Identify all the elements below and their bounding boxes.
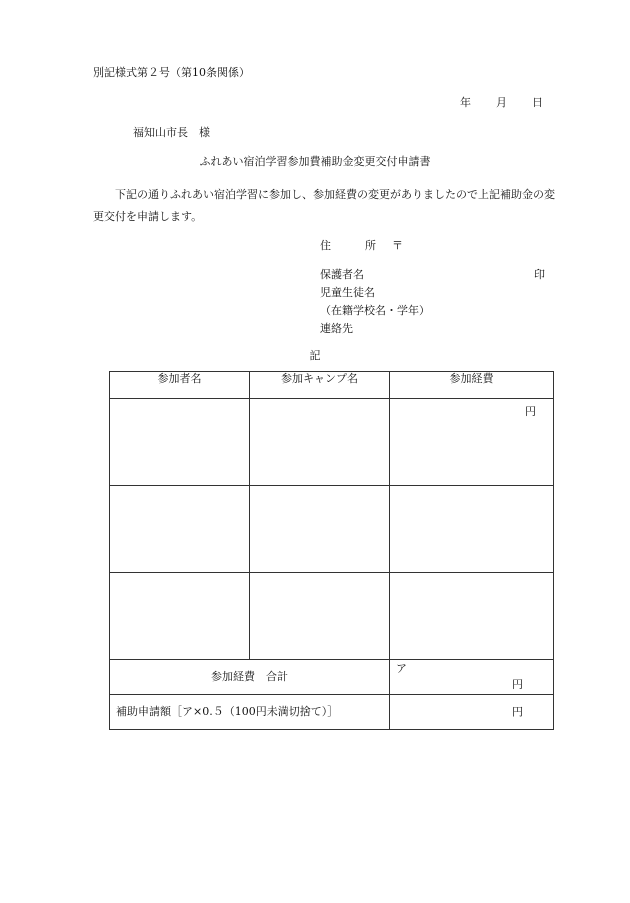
- body-text: 下記の通りふれあい宿泊学習に参加し、参加経費の変更がありましたので上記補助金の変更交付を申請します。: [93, 188, 555, 223]
- camp-name-cell: [250, 399, 390, 486]
- table-header-row: [110, 372, 554, 399]
- participant-table: [109, 371, 554, 730]
- table-row: [110, 486, 554, 573]
- participant-name-cell: [110, 486, 250, 573]
- header-camp-name: 参加キャンプ名: [250, 372, 390, 399]
- total-cost-cell: [390, 660, 554, 695]
- total-label: 参加経費 合計: [110, 660, 390, 695]
- table-row: [110, 399, 554, 486]
- yen-unit: 円: [512, 677, 523, 691]
- subsidy-row: [110, 695, 554, 730]
- guardian-label: 保護者名: [320, 268, 364, 281]
- contact-label: 連絡先: [320, 322, 353, 335]
- participant-name-cell: [110, 399, 250, 486]
- header-cost: 参加経費: [390, 372, 554, 399]
- subsidy-amount-cell: [390, 695, 554, 730]
- cost-cell: [390, 486, 554, 573]
- total-row: [110, 660, 554, 695]
- date-month-label: 月: [496, 96, 507, 109]
- camp-name-cell: [250, 573, 390, 660]
- address-label-2: 所: [365, 239, 376, 252]
- cost-cell: [390, 399, 554, 486]
- addressee: 福知山市長 様: [133, 126, 210, 139]
- table-row: [110, 573, 554, 660]
- cost-cell: [390, 573, 554, 660]
- school-label: （在籍学校名・学年）: [320, 304, 430, 317]
- camp-name-cell: [250, 486, 390, 573]
- seal-mark: 印: [534, 268, 545, 281]
- address-line: [320, 239, 403, 252]
- header-participant-name: 参加者名: [110, 372, 250, 399]
- yen-unit: 円: [525, 405, 536, 418]
- subsidy-label: 補助申請額［ア×0.５（100円未満切捨て）］: [110, 695, 390, 730]
- document-title: ふれあい宿泊学習参加費補助金変更交付申請書: [199, 155, 431, 168]
- total-mark: ア: [396, 662, 407, 675]
- date-day-label: 日: [532, 96, 543, 109]
- participant-name-cell: [110, 573, 250, 660]
- form-id: 別記様式第２号（第10条関係）: [93, 66, 250, 79]
- guardian-line: [320, 268, 545, 281]
- ki-heading: 記: [309, 349, 321, 362]
- postal-mark: 〒: [392, 239, 403, 252]
- yen-unit: 円: [512, 705, 523, 719]
- student-label: 児童生徒名: [320, 286, 375, 299]
- date-year-label: 年: [460, 96, 471, 109]
- address-label-1: 住: [320, 239, 331, 252]
